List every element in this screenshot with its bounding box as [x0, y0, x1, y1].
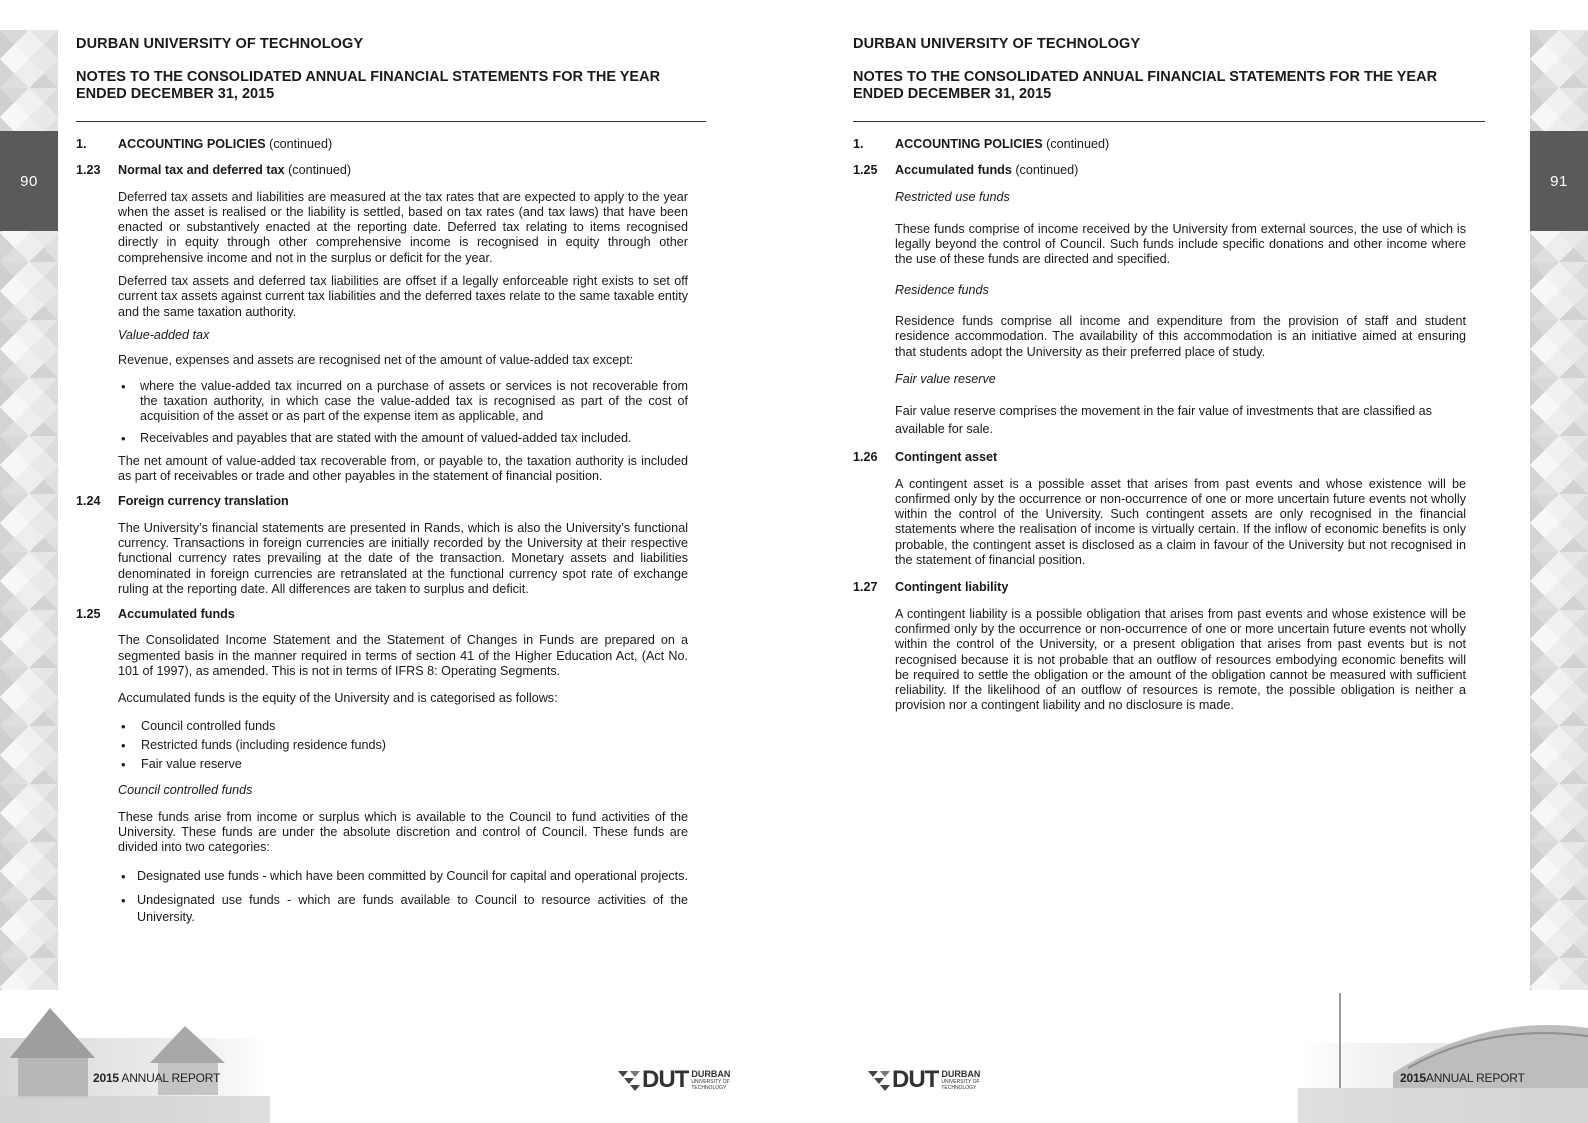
logo-subtext [691, 1069, 730, 1091]
subheading: Fair value reserve [895, 371, 996, 386]
header-title-line1: NOTES TO THE CONSOLIDATED ANNUAL FINANCIAL STATEMENTS FOR THE YEAR [76, 69, 661, 85]
logo-sub3: TECHNOLOGY [691, 1085, 727, 1091]
header-title-line2: ENDED DECEMBER 31, 2015 [853, 86, 1052, 102]
annual-report-label-left [93, 1071, 220, 1085]
report-year: 2015 [1400, 1071, 1426, 1085]
logo-sub2: UNIVERSITY OF [941, 1079, 980, 1085]
section-heading [76, 494, 706, 509]
list-item: • Undesignated use funds - which are funds available to Council to resource activities of the University. [118, 892, 688, 926]
section-number: 1.24 [76, 494, 101, 509]
right-body [853, 137, 1485, 722]
paragraph: Residence funds comprise all income and expenditure from the provision of staff and student residence accommodation. The availability of this accommodation is an initiative aimed at ensuring that students adopt the University as their preferred place of study. [895, 314, 1466, 359]
logo-sub1: DURBAN [941, 1069, 981, 1079]
section-heading [853, 580, 1485, 595]
logo-subtext [941, 1069, 980, 1091]
page-number-right: 91 [1530, 131, 1588, 231]
left-body [76, 137, 706, 933]
section-number: 1. [853, 137, 864, 151]
paragraph: Revenue, expenses and assets are recognised net of the amount of value-added tax except: [118, 353, 634, 368]
section-number: 1.26 [853, 450, 878, 465]
dut-logo [618, 1065, 730, 1095]
report-label: ANNUAL REPORT [1425, 1071, 1525, 1085]
huts-illustration [0, 988, 270, 1123]
paragraph: Deferred tax assets and liabilities are measured at the tax rates that are expected to apply to the year when the asset is realised or the liability is settled, based on tax rates (and tax laws) that have been enacted or substantively enacted at the reporting date. Deferred tax relating to items recognised directly in equity through other comprehensive income is recognised in equity through other comprehensive income and not in the surplus or deficit for the year. [118, 189, 688, 265]
paragraph: These funds comprise of income received by the University from external sources, the use of which is legally beyond the control of Council. Such funds include specific donations and other income where the use of these funds are directed and specified. [895, 221, 1466, 267]
bullet-list [118, 379, 688, 447]
stadium-illustration [1298, 988, 1588, 1123]
paragraph: These funds arise from income or surplus which is available to the Council to fund activities of the University. These funds are under the absolute discretion and control of Council. These funds are divided into two categories: [118, 809, 688, 855]
list-item: • Receivables and payables that are stated with the amount of valued-added tax included. [118, 431, 688, 446]
list-item: • Designated use funds - which have been committed by Council for capital and operational projects. [118, 868, 688, 885]
subheading: Value-added tax [118, 327, 210, 342]
header-rule [853, 121, 1485, 122]
subheading: Restricted use funds [895, 189, 1010, 204]
right-page [853, 0, 1485, 1123]
section-content [118, 521, 688, 597]
header-org: DURBAN UNIVERSITY OF TECHNOLOGY [853, 36, 1141, 52]
header-title [853, 69, 1493, 103]
section-title: Accumulated funds [118, 607, 235, 622]
section-title: Contingent liability [895, 580, 1009, 595]
header-title-line1: NOTES TO THE CONSOLIDATED ANNUAL FINANCIAL STATEMENTS FOR THE YEAR [853, 69, 1438, 85]
section-title: Foreign currency translation [118, 494, 289, 509]
paragraph: Accumulated funds is the equity of the University and is categorised as follows: [118, 691, 558, 706]
logo-text: DUT [642, 1066, 689, 1093]
header-title [76, 69, 716, 103]
left-page [76, 0, 706, 1123]
paragraph: The net amount of value-added tax recoverable from, or payable to, the taxation authority is included as part of receivables or trade and other payables in the statement of financial position. [118, 453, 688, 484]
continued-label: (continued) [288, 163, 352, 178]
section-content [895, 190, 1466, 439]
bullet-list [118, 868, 688, 926]
section-number: 1.25 [853, 163, 878, 178]
section-content [895, 477, 1466, 569]
section-heading [76, 607, 706, 622]
logo-sub3: TECHNOLOGY [941, 1085, 977, 1091]
list-item: • Fair value reserve [118, 757, 688, 772]
section-content [118, 633, 688, 925]
section-heading [853, 450, 1485, 465]
paragraph: A contingent liability is a possible obligation that arises from past events and whose existence will be confirmed only by the occurrence or non-occurrence of one or more uncertain future events not wholly within the control of the University, or a present obligation that arises from past events but is not recognised because it is not probable that an outflow of resources embodying economic benefits will be required to settle the obligation or the amount of the obligation cannot be measured with sufficient reliability. If the likelihood of an outflow of resources is remote, the possible obligation is neither a provision nor a contingent liability and no disclosure is made. [895, 606, 1466, 713]
list-item: • where the value-added tax incurred on a purchase of assets or services is not recoverable from the taxation authority, in which case the value-added tax is recognised as part of the cost of acquisition of the asset or as part of the expense item as applicable, and [118, 379, 688, 425]
paragraph: Fair value reserve comprises the movement in the fair value of investments that are classified as available for sale. [895, 404, 1432, 437]
section-number: 1.27 [853, 580, 878, 595]
annual-report-label-right [1400, 1071, 1525, 1085]
report-year: 2015 [93, 1071, 119, 1085]
list-item: • Restricted funds (including residence funds) [118, 738, 688, 753]
bullet-list [118, 719, 688, 773]
section-number: 1.23 [76, 163, 101, 178]
subheading: Residence funds [895, 282, 989, 297]
continued-label: (continued) [1015, 163, 1079, 178]
dut-logo-mark-icon [618, 1069, 640, 1091]
logo-sub2: UNIVERSITY OF [691, 1079, 730, 1085]
header-org: DURBAN UNIVERSITY OF TECHNOLOGY [76, 36, 364, 52]
section-heading [853, 163, 1485, 178]
section-title: Accumulated funds [895, 163, 1012, 178]
subheading: Council controlled funds [118, 782, 253, 797]
section-title: Normal tax and deferred tax [118, 163, 285, 178]
header-rule [76, 121, 706, 122]
section-number: 1. [76, 137, 87, 151]
section-content [118, 190, 688, 485]
page-number-left: 90 [0, 131, 58, 231]
section-content [895, 607, 1466, 714]
paragraph: A contingent asset is a possible asset that arises from past events and whose existence will be confirmed only by the occurrence or non-occurrence of one or more uncertain future events not wholly within the control of the University. Such contingent assets are only recognised in the financial statements where the realisation of income is virtually certain. If the inflow of economic benefits is only probable, the contingent asset is disclosed as a claim in favour of the University but not recognised in the statement of financial position. [895, 476, 1466, 568]
dut-logo [868, 1065, 980, 1095]
continued-label: (continued) [1046, 137, 1110, 151]
dut-logo-mark-icon [868, 1069, 890, 1091]
list-item: • Council controlled funds [118, 719, 688, 734]
report-label: ANNUAL REPORT [121, 1071, 221, 1085]
section-heading [853, 137, 1485, 152]
section-title: ACCOUNTING POLICIES [895, 137, 1043, 151]
continued-label: (continued) [269, 137, 333, 151]
section-title: ACCOUNTING POLICIES [118, 137, 266, 151]
header-title-line2: ENDED DECEMBER 31, 2015 [76, 86, 275, 102]
paragraph: The Consolidated Income Statement and the Statement of Changes in Funds are prepared on a segmented basis in the manner required in terms of section 41 of the Higher Education Act, (Act No. 101 of 1997), as amended. This is not in terms of IFRS 8: Operating Segments. [118, 633, 688, 679]
section-heading [76, 137, 706, 152]
section-heading [76, 163, 706, 178]
paragraph: Deferred tax assets and deferred tax liabilities are offset if a legally enforceable right exists to set off current tax assets against current tax liabilities and the deferred taxes relate to the same taxable entity and the same taxation authority. [118, 274, 688, 319]
section-number: 1.25 [76, 607, 101, 622]
logo-text: DUT [892, 1066, 939, 1093]
section-title: Contingent asset [895, 450, 998, 465]
paragraph: The University’s financial statements are presented in Rands, which is also the University’s functional currency. Transactions in foreign currencies are initially recorded by the University at their respective functional currency rates prevailing at the date of the transaction. Monetary assets and liabilities denominated in foreign currencies are retranslated at the functional currency spot rate of exchange ruling at the reporting date. All differences are taken to surplus and deficit. [118, 520, 688, 596]
logo-sub1: DURBAN [691, 1069, 731, 1079]
